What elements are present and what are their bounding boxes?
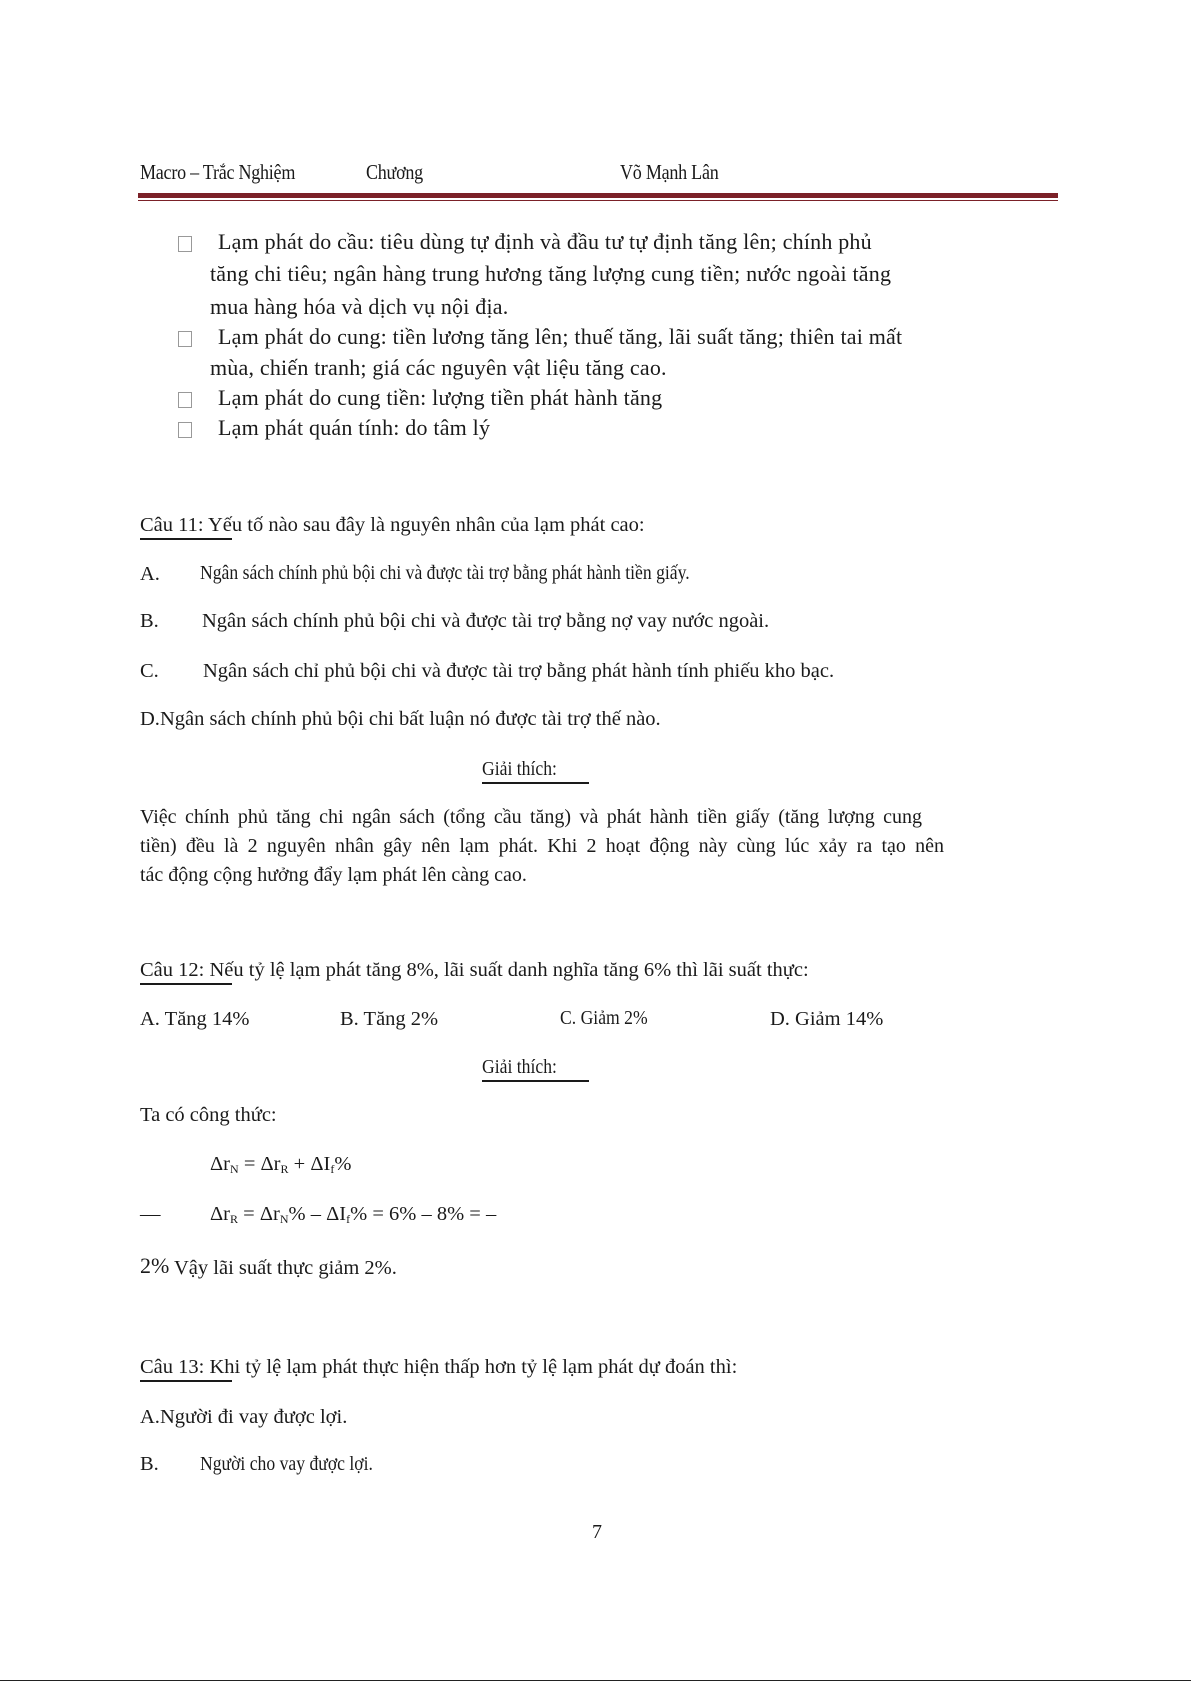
question-text: Yếu tố nào sau đây là nguyên nhân của lạm phát cao: bbox=[207, 514, 645, 536]
formula-part: Δr bbox=[210, 1203, 231, 1225]
header-rule bbox=[138, 193, 1058, 198]
option-a bbox=[140, 1406, 347, 1429]
explanation-line: tiền) đều là 2 nguyên nhân gây nên lạm phát. Khi 2 hoạt động này cùng lúc xảy ra tạo nên bbox=[140, 835, 944, 857]
header-author: Võ Mạnh Lân bbox=[620, 160, 719, 184]
header-course-title: Macro – Trắc Nghiệm bbox=[140, 160, 296, 184]
formula-dash: — bbox=[140, 1203, 161, 1225]
question-13 bbox=[140, 1356, 737, 1379]
explanation-title: Giải thích: bbox=[482, 758, 557, 780]
option-text: Ngân sách chính phủ bội chi bất luận nó được tài trợ thế nào. bbox=[159, 708, 661, 730]
option-key: A. bbox=[140, 563, 160, 585]
option: D. Giảm 14% bbox=[770, 1008, 884, 1030]
option-key: A. bbox=[140, 1406, 160, 1428]
option-text: Người đi vay được lợi. bbox=[159, 1406, 348, 1428]
formula-part: + ΔI bbox=[288, 1153, 331, 1175]
option-key: B. bbox=[140, 610, 159, 632]
formula-part: % = 6% – 8% = – bbox=[350, 1203, 497, 1225]
bullet-checkbox-icon bbox=[178, 331, 192, 347]
question-text: Nếu tỷ lệ lạm phát tăng 8%, lãi suất danh nghĩa tăng 6% thì lãi suất thực: bbox=[209, 959, 809, 981]
question-12 bbox=[140, 959, 809, 982]
conclusion-number: 2% bbox=[140, 1253, 170, 1278]
explanation-line: tác động cộng hưởng đẩy lạm phát lên càng cao. bbox=[140, 864, 527, 886]
page-number: 7 bbox=[592, 1521, 602, 1543]
question-label: Câu 13: bbox=[140, 1356, 205, 1378]
bullet-text: Lạm phát quán tính: do tâm lý bbox=[218, 415, 491, 440]
bullet-text: mùa, chiến tranh; giá các nguyên vật liệu tăng cao. bbox=[210, 355, 667, 380]
explanation-title-underline bbox=[482, 782, 589, 784]
option-d bbox=[140, 708, 661, 731]
question-label: Câu 12: bbox=[140, 959, 205, 981]
option-text: Ngân sách chính phủ bội chi và được tài trợ bằng nợ vay nước ngoài. bbox=[202, 610, 770, 632]
option-key: B. bbox=[140, 1453, 159, 1475]
bullet-checkbox-icon bbox=[178, 236, 192, 252]
bullet-text: Lạm phát do cung tiền: lượng tiền phát hành tăng bbox=[218, 385, 663, 410]
option: A. Tăng 14% bbox=[140, 1008, 250, 1030]
bullet-text: tăng chi tiêu; ngân hàng trung hương tăng lượng cung tiền; nước ngoài tăng bbox=[210, 261, 892, 286]
formula-subscript: f bbox=[346, 1212, 351, 1226]
formula-subscript: R bbox=[280, 1162, 289, 1176]
explanation-line: Việc chính phủ tăng chi ngân sách (tổng cầu tăng) và phát hành tiền giấy (tăng lượng cung bbox=[140, 806, 922, 828]
option-text: Người cho vay được lợi. bbox=[200, 1453, 373, 1475]
formula-subscript: f bbox=[330, 1162, 335, 1176]
formula-part: = Δr bbox=[238, 1153, 281, 1175]
bullet-checkbox-icon bbox=[178, 422, 192, 438]
formula-intro: Ta có công thức: bbox=[140, 1104, 277, 1126]
option-key: D. bbox=[140, 708, 160, 730]
question-text: Khi tỷ lệ lạm phát thực hiện thấp hơn tỷ lệ lạm phát dự đoán thì: bbox=[209, 1356, 738, 1378]
header-rule-thin bbox=[138, 200, 1058, 201]
question-label-underline bbox=[140, 983, 232, 985]
formula-part: Δr bbox=[210, 1153, 231, 1175]
bullet-text: Lạm phát do cung: tiền lương tăng lên; thuế tăng, lãi suất tăng; thiên tai mất bbox=[218, 324, 903, 349]
explanation-title-underline bbox=[482, 1080, 589, 1082]
header-chapter: Chương bbox=[366, 160, 423, 184]
formula-subscript: N bbox=[279, 1212, 289, 1226]
formula-nominal-rate bbox=[210, 1153, 351, 1177]
option: B. Tăng 2% bbox=[340, 1008, 439, 1030]
formula-subscript: N bbox=[230, 1162, 239, 1176]
formula-part: % – ΔI bbox=[288, 1203, 347, 1225]
formula-part: = Δr bbox=[238, 1203, 280, 1225]
question-11 bbox=[140, 514, 645, 537]
formula-real-rate bbox=[210, 1203, 496, 1227]
option-text: Ngân sách chính phủ bội chi và được tài trợ bằng phát hành tiền giấy. bbox=[200, 562, 690, 584]
formula-part: % bbox=[334, 1153, 352, 1175]
explanation-title: Giải thích: bbox=[482, 1056, 557, 1078]
bullet-checkbox-icon bbox=[178, 392, 192, 408]
conclusion-text: Vậy lãi suất thực giảm 2%. bbox=[174, 1257, 397, 1279]
bottom-edge-rule bbox=[0, 1680, 1191, 1681]
option: C. Giảm 2% bbox=[560, 1007, 648, 1029]
question-label: Câu 11: bbox=[140, 514, 204, 536]
question-label-underline bbox=[140, 538, 232, 540]
bullet-text: Lạm phát do cầu: tiêu dùng tự định và đầu tư tự định tăng lên; chính phủ bbox=[218, 229, 872, 254]
option-text: Ngân sách chỉ phủ bội chi và được tài trợ bằng phát hành tính phiếu kho bạc. bbox=[203, 660, 835, 682]
question-label-underline bbox=[140, 1380, 232, 1382]
formula-subscript: R bbox=[230, 1212, 239, 1226]
bullet-text: mua hàng hóa và dịch vụ nội địa. bbox=[210, 294, 509, 319]
option-key: C. bbox=[140, 660, 159, 682]
